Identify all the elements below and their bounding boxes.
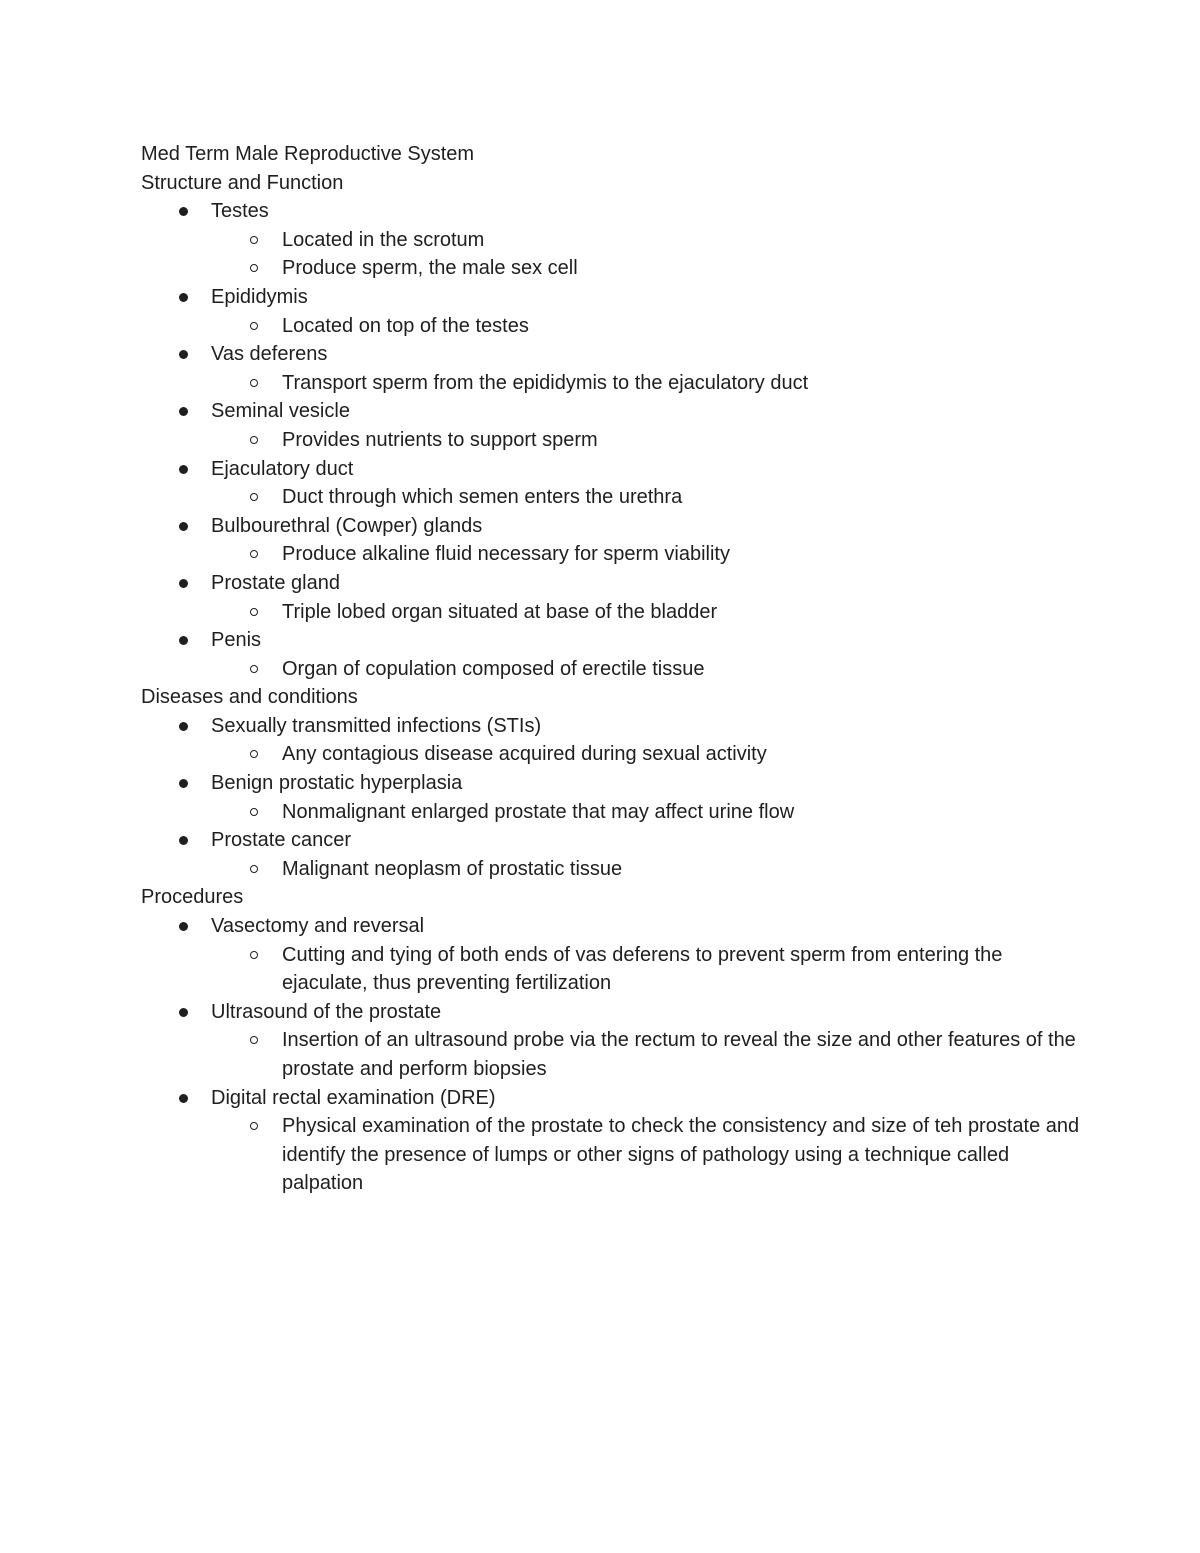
filled-bullet-icon: [179, 836, 188, 845]
filled-bullet-icon: [179, 579, 188, 588]
filled-bullet-icon: [179, 293, 188, 302]
bullet-item: [141, 397, 1081, 454]
sub-bullet-list: [211, 312, 1081, 341]
hollow-bullet-icon: [250, 750, 258, 758]
sub-bullet-text: Located in the scrotum: [282, 228, 485, 251]
filled-bullet-icon: [179, 636, 188, 645]
sub-bullet-text: Located on top of the testes: [282, 314, 529, 337]
filled-bullet-icon: [179, 465, 188, 474]
sub-bullet-list: [211, 855, 1081, 884]
sub-bullet-text: Organ of copulation composed of erectile tissue: [282, 657, 705, 680]
bullet-item-label: Ultrasound of the prostate: [211, 1000, 442, 1023]
document-body: [141, 169, 1081, 1198]
sub-bullet-item: [211, 1112, 1081, 1198]
bullet-item-label: Seminal vesicle: [211, 400, 350, 423]
sub-bullet-text: Duct through which semen enters the urethra: [282, 486, 683, 509]
sub-bullet-item: [211, 855, 1081, 884]
bullet-item-label: Vasectomy and reversal: [211, 915, 425, 938]
hollow-bullet-icon: [250, 436, 258, 444]
bullet-item-label: Testes: [211, 200, 269, 223]
bullet-list: [141, 197, 1081, 683]
bullet-item: [141, 569, 1081, 626]
hollow-bullet-icon: [250, 236, 258, 244]
bullet-list: [141, 712, 1081, 884]
hollow-bullet-icon: [250, 665, 258, 673]
filled-bullet-icon: [179, 722, 188, 731]
hollow-bullet-icon: [250, 379, 258, 387]
hollow-bullet-icon: [250, 264, 258, 272]
bullet-list: [141, 912, 1081, 1198]
bullet-item: [141, 912, 1081, 998]
sub-bullet-text: Malignant neoplasm of prostatic tissue: [282, 857, 623, 880]
hollow-bullet-icon: [250, 608, 258, 616]
sub-bullet-list: [211, 540, 1081, 569]
sub-bullet-list: [211, 1026, 1081, 1083]
bullet-item: [141, 998, 1081, 1084]
bullet-item-label: Sexually transmitted infections (STIs): [211, 714, 542, 737]
bullet-item: [141, 197, 1081, 283]
bullet-item-label: Ejaculatory duct: [211, 457, 354, 480]
sub-bullet-text: Cutting and tying of both ends of vas deferens to prevent sperm from entering the ejaculate, thus preventing fertilization: [282, 943, 1003, 995]
bullet-item-label: Epididymis: [211, 285, 308, 308]
bullet-item-label: Benign prostatic hyperplasia: [211, 772, 463, 795]
sub-bullet-text: Triple lobed organ situated at base of the bladder: [282, 600, 718, 623]
sub-bullet-item: [211, 798, 1081, 827]
sub-bullet-item: [211, 1026, 1081, 1083]
sub-bullet-text: Produce alkaline fluid necessary for sperm viability: [282, 543, 730, 566]
sub-bullet-text: Any contagious disease acquired during sexual activity: [282, 743, 767, 766]
hollow-bullet-icon: [250, 1122, 258, 1130]
sub-bullet-item: [211, 312, 1081, 341]
hollow-bullet-icon: [250, 865, 258, 873]
filled-bullet-icon: [179, 207, 188, 216]
sub-bullet-text: Nonmalignant enlarged prostate that may affect urine flow: [282, 800, 795, 823]
bullet-item-label: Penis: [211, 629, 262, 652]
filled-bullet-icon: [179, 779, 188, 788]
sub-bullet-list: [211, 655, 1081, 684]
sub-bullet-list: [211, 798, 1081, 827]
sub-bullet-item: [211, 254, 1081, 283]
bullet-item: [141, 826, 1081, 883]
filled-bullet-icon: [179, 922, 188, 931]
bullet-item: [141, 712, 1081, 769]
sub-bullet-list: [211, 226, 1081, 283]
sub-bullet-list: [211, 598, 1081, 627]
sub-bullet-item: [211, 426, 1081, 455]
hollow-bullet-icon: [250, 951, 258, 959]
bullet-item: [141, 769, 1081, 826]
sub-bullet-item: [211, 740, 1081, 769]
sub-bullet-text: Insertion of an ultrasound probe via the rectum to reveal the size and other features of the prostate and perform biopsies: [282, 1029, 1076, 1080]
sub-bullet-item: [211, 540, 1081, 569]
section-heading: Diseases and conditions: [141, 686, 358, 709]
sub-bullet-text: Physical examination of the prostate to check the consistency and size of teh prostate and identify the presence of lumps or other signs of pathology using a technique called palpation: [282, 1115, 1080, 1195]
bullet-item-label: Prostate cancer: [211, 829, 352, 852]
sub-bullet-list: [211, 740, 1081, 769]
filled-bullet-icon: [179, 407, 188, 416]
outline-section: [141, 169, 1081, 684]
sub-bullet-item: [211, 598, 1081, 627]
hollow-bullet-icon: [250, 808, 258, 816]
filled-bullet-icon: [179, 1094, 188, 1103]
sub-bullet-item: [211, 941, 1081, 998]
sub-bullet-list: [211, 426, 1081, 455]
sub-bullet-list: [211, 483, 1081, 512]
bullet-item: [141, 512, 1081, 569]
section-heading: Procedures: [141, 886, 244, 909]
bullet-item: [141, 340, 1081, 397]
hollow-bullet-icon: [250, 1036, 258, 1044]
outline-section: [141, 883, 1081, 1198]
sub-bullet-list: [211, 369, 1081, 398]
sub-bullet-item: [211, 483, 1081, 512]
bullet-item: [141, 283, 1081, 340]
sub-bullet-item: [211, 226, 1081, 255]
sub-bullet-list: [211, 1112, 1081, 1198]
bullet-item: [141, 455, 1081, 512]
filled-bullet-icon: [179, 522, 188, 531]
document-title: Med Term Male Reproductive System: [141, 143, 475, 165]
bullet-item-label: Bulbourethral (Cowper) glands: [211, 514, 483, 537]
hollow-bullet-icon: [250, 550, 258, 558]
sub-bullet-list: [211, 941, 1081, 998]
hollow-bullet-icon: [250, 322, 258, 330]
hollow-bullet-icon: [250, 493, 258, 501]
sub-bullet-item: [211, 655, 1081, 684]
bullet-item-label: Vas deferens: [211, 343, 328, 366]
section-heading: Structure and Function: [141, 171, 344, 194]
bullet-item: [141, 626, 1081, 683]
sub-bullet-text: Provides nutrients to support sperm: [282, 428, 598, 451]
sub-bullet-text: Produce sperm, the male sex cell: [282, 257, 578, 280]
bullet-item-label: Digital rectal examination (DRE): [211, 1086, 496, 1109]
sub-bullet-item: [211, 369, 1081, 398]
outline-section: [141, 683, 1081, 883]
bullet-item-label: Prostate gland: [211, 571, 340, 594]
document-page: [141, 140, 1081, 1198]
bullet-item: [141, 1084, 1081, 1198]
filled-bullet-icon: [179, 350, 188, 359]
sub-bullet-text: Transport sperm from the epididymis to the ejaculatory duct: [282, 371, 809, 394]
filled-bullet-icon: [179, 1008, 188, 1017]
